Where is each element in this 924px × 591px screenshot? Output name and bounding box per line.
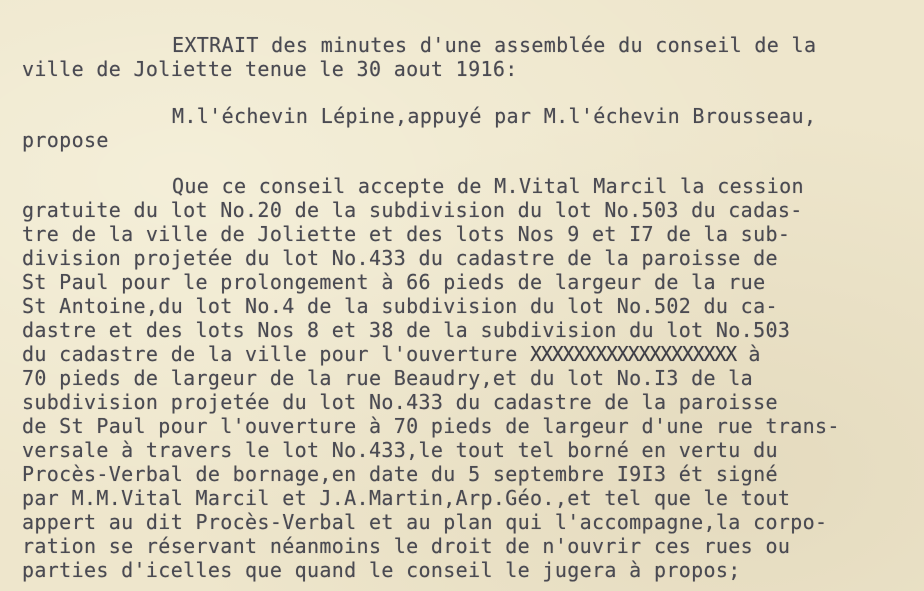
body-line-12: versale à travers le lot No.433,le tout tel borné en vertu du: [22, 438, 778, 462]
header-line-1: EXTRAIT des minutes d'une assemblée du conseil de la: [172, 33, 817, 57]
header-line-2: ville de Joliette tenue le 30 aout 1916:: [22, 57, 518, 81]
motion-line-1: M.l'échevin Lépine,appuyé par M.l'échevin Brousseau,: [172, 104, 817, 128]
body-line-6: St Antoine,du lot No.4 de la subdivision du lot No.502 du ca-: [22, 294, 778, 318]
struck-out-text: XXXXXXXXXXXXXXXXXXX: [530, 342, 737, 366]
body-line-14: par M.M.Vital Marcil et J.A.Martin,Arp.Géo.,et tel que le tout: [22, 486, 791, 510]
body-line-4: division projetée du lot No.433 du cadastre de la paroisse de: [22, 246, 778, 270]
body-line-1: Que ce conseil accepte de M.Vital Marcil la cession: [172, 174, 804, 198]
body-line-17: parties d'icelles que quand le conseil le jugera à propos;: [22, 558, 741, 582]
body-line-13: Procès-Verbal de bornage,en date du 5 septembre I9I3 ét signé: [22, 462, 778, 486]
body-line-8: [22, 342, 761, 366]
body-line-15: appert au dit Procès-Verbal et au plan qui l'accompagne,la corpo-: [22, 510, 828, 534]
body-line-10: subdivision projetée du lot No.433 du cadastre de la paroisse: [22, 390, 778, 414]
body-line-3: tre de la ville de Joliette et des lots Nos 9 et I7 de la sub-: [22, 222, 791, 246]
motion-line-2: propose: [22, 128, 109, 152]
body-line-8-prefix: du cadastre de la ville pour l'ouverture: [22, 342, 531, 366]
body-line-7: dastre et des lots Nos 8 et 38 de la subdivision du lot No.503: [22, 318, 791, 342]
body-line-2: gratuite du lot No.20 de la subdivision du lot No.503 du cadas-: [22, 198, 803, 222]
body-line-16: ration se réservant néanmoins le droit de n'ouvrir ces rues ou: [22, 534, 791, 558]
body-line-11: de St Paul pour l'ouverture à 70 pieds de largeur d'une rue trans-: [22, 414, 840, 438]
body-line-5: St Paul pour le prolongement à 66 pieds de largeur de la rue: [22, 270, 766, 294]
body-line-8-suffix: à: [736, 342, 761, 366]
body-line-9: 70 pieds de largeur de la rue Beaudry,et du lot No.I3 de la: [22, 366, 754, 390]
